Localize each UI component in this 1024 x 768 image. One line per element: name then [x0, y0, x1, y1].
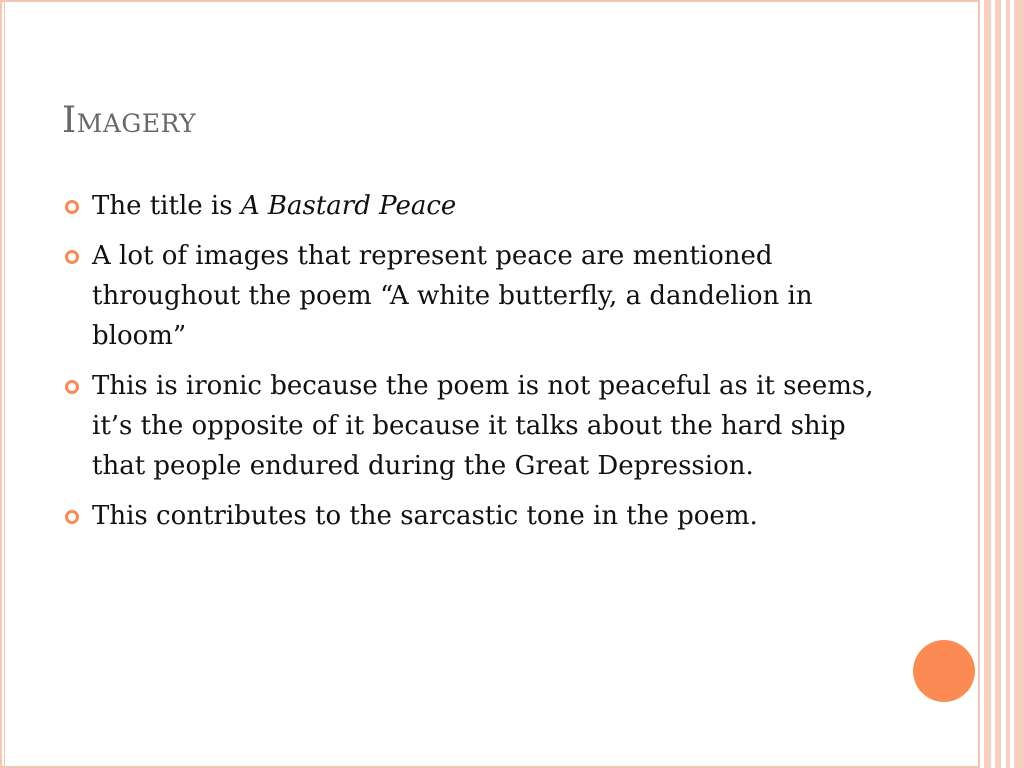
bullet-text-1: The title is: [92, 191, 241, 221]
bullet-item-3: [62, 366, 882, 486]
bullet-item-4: [62, 496, 882, 536]
bullet-italic-title: A Bastard Peace: [240, 191, 457, 221]
bullet-text-3: This is ironic because the poem is not peaceful as it seems, it’s the opposite of it because it talks about the hard ship that people endured during the Great Depression.: [92, 371, 874, 481]
slide-title: Imagery: [62, 100, 197, 141]
left-border-line-inner: [4, 0, 5, 768]
right-stripe-5: [1014, 0, 1024, 768]
bullet-item-2: [62, 236, 882, 356]
bullet-list: [62, 186, 882, 546]
bullet-icon: [65, 510, 79, 524]
left-border-line: [0, 0, 2, 768]
bullet-icon: [65, 250, 79, 264]
bullet-item-1: [62, 186, 882, 226]
top-border-line: [0, 0, 980, 2]
orange-circle-decoration: [913, 640, 975, 702]
bullet-text-4: This contributes to the sarcastic tone in the poem.: [92, 501, 758, 531]
right-stripe-2: [984, 0, 991, 768]
right-stripe-1: [978, 0, 980, 768]
bullet-text-2: A lot of images that represent peace are mentioned throughout the poem “A white butterfly, a dandelion in bloom”: [92, 241, 813, 351]
right-stripe-3: [995, 0, 1001, 768]
bullet-icon: [65, 200, 79, 214]
bullet-icon: [65, 380, 79, 394]
right-stripe-4: [1006, 0, 1010, 768]
